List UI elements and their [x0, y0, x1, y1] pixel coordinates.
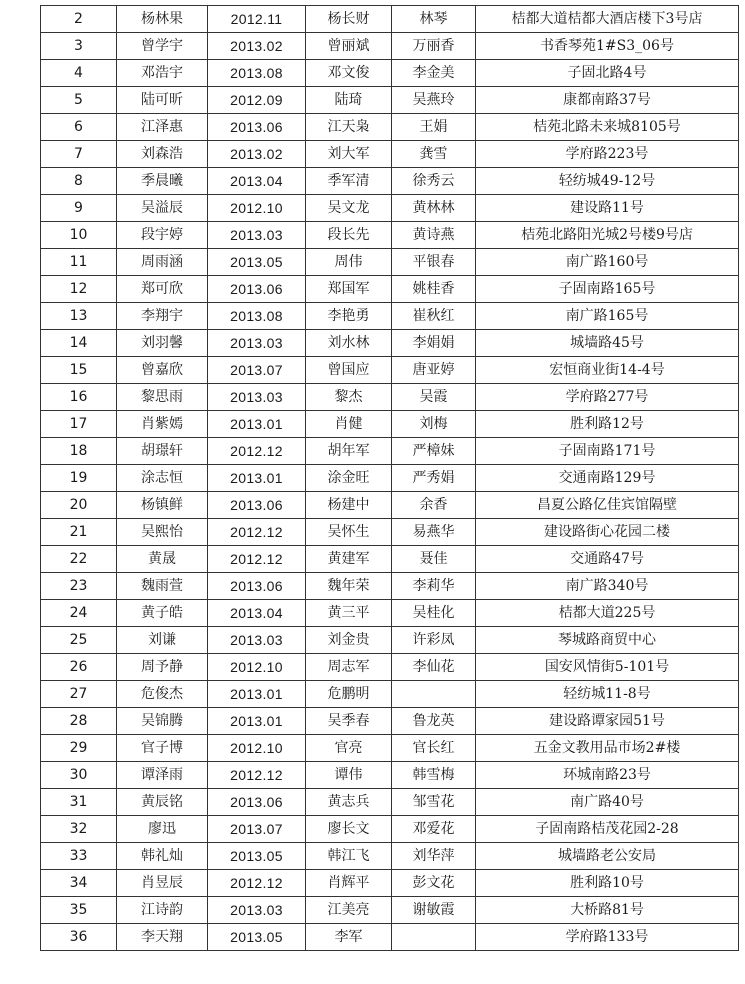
- home-address: 昌夏公路亿佳宾馆隔壁: [476, 492, 739, 519]
- mother-name: 官长红: [392, 735, 476, 762]
- row-number: 24: [41, 600, 117, 627]
- birth-date: 2012.11: [208, 6, 306, 33]
- father-name: 江天枭: [306, 114, 392, 141]
- roster-body: [41, 6, 739, 951]
- row-number: 36: [41, 924, 117, 951]
- table-row: [41, 222, 739, 249]
- mother-name: 聂佳: [392, 546, 476, 573]
- birth-date: 2013.05: [208, 249, 306, 276]
- mother-name: 平银春: [392, 249, 476, 276]
- student-name: 胡璟轩: [117, 438, 208, 465]
- mother-name: 李莉华: [392, 573, 476, 600]
- father-name: 曾丽斌: [306, 33, 392, 60]
- student-name: 郑可欣: [117, 276, 208, 303]
- row-number: 32: [41, 816, 117, 843]
- row-number: 18: [41, 438, 117, 465]
- row-number: 6: [41, 114, 117, 141]
- mother-name: 严秀娟: [392, 465, 476, 492]
- home-address: 建设路街心花园二楼: [476, 519, 739, 546]
- father-name: 吴怀生: [306, 519, 392, 546]
- home-address: 建设路谭家园51号: [476, 708, 739, 735]
- mother-name: 万丽香: [392, 33, 476, 60]
- row-number: 4: [41, 60, 117, 87]
- birth-date: 2012.10: [208, 735, 306, 762]
- student-name: 吴溢辰: [117, 195, 208, 222]
- father-name: 黄志兵: [306, 789, 392, 816]
- mother-name: 王娟: [392, 114, 476, 141]
- mother-name: 李娟娟: [392, 330, 476, 357]
- father-name: 官亮: [306, 735, 392, 762]
- mother-name: 鲁龙英: [392, 708, 476, 735]
- student-name: 曾学宇: [117, 33, 208, 60]
- table-row: [41, 411, 739, 438]
- row-number: 2: [41, 6, 117, 33]
- home-address: 书香琴苑1#S3_06号: [476, 33, 739, 60]
- home-address: 南广路165号: [476, 303, 739, 330]
- home-address: 学府路223号: [476, 141, 739, 168]
- birth-date: 2012.10: [208, 195, 306, 222]
- home-address: 国安风情街5-101号: [476, 654, 739, 681]
- birth-date: 2013.02: [208, 33, 306, 60]
- student-name: 杨林果: [117, 6, 208, 33]
- table-row: [41, 681, 739, 708]
- table-row: [41, 87, 739, 114]
- father-name: 胡年军: [306, 438, 392, 465]
- table-row: [41, 60, 739, 87]
- birth-date: 2013.01: [208, 465, 306, 492]
- father-name: 李艳勇: [306, 303, 392, 330]
- table-row: [41, 195, 739, 222]
- birth-date: 2013.03: [208, 330, 306, 357]
- row-number: 34: [41, 870, 117, 897]
- father-name: 吴季春: [306, 708, 392, 735]
- home-address: 子固南路桔茂花园2-28: [476, 816, 739, 843]
- student-name: 肖紫嫣: [117, 411, 208, 438]
- row-number: 21: [41, 519, 117, 546]
- mother-name: [392, 924, 476, 951]
- birth-date: 2012.12: [208, 546, 306, 573]
- row-number: 11: [41, 249, 117, 276]
- father-name: 周伟: [306, 249, 392, 276]
- table-row: [41, 789, 739, 816]
- row-number: 22: [41, 546, 117, 573]
- row-number: 8: [41, 168, 117, 195]
- student-name: 黄晟: [117, 546, 208, 573]
- mother-name: 吴霞: [392, 384, 476, 411]
- roster-sheet: [40, 5, 738, 951]
- student-name: 季晨曦: [117, 168, 208, 195]
- row-number: 9: [41, 195, 117, 222]
- student-name: 李天翔: [117, 924, 208, 951]
- row-number: 26: [41, 654, 117, 681]
- mother-name: 徐秀云: [392, 168, 476, 195]
- birth-date: 2012.12: [208, 438, 306, 465]
- table-row: [41, 249, 739, 276]
- table-row: [41, 870, 739, 897]
- student-name: 肖昱辰: [117, 870, 208, 897]
- father-name: 江美亮: [306, 897, 392, 924]
- father-name: 肖健: [306, 411, 392, 438]
- student-name: 曾嘉欣: [117, 357, 208, 384]
- mother-name: 吴桂化: [392, 600, 476, 627]
- mother-name: 黄诗燕: [392, 222, 476, 249]
- home-address: 子固北路4号: [476, 60, 739, 87]
- student-name: 危俊杰: [117, 681, 208, 708]
- birth-date: 2013.04: [208, 168, 306, 195]
- birth-date: 2013.01: [208, 681, 306, 708]
- father-name: 邓文俊: [306, 60, 392, 87]
- table-row: [41, 573, 739, 600]
- student-name: 周予静: [117, 654, 208, 681]
- home-address: 学府路133号: [476, 924, 739, 951]
- row-number: 15: [41, 357, 117, 384]
- student-name: 李翔宇: [117, 303, 208, 330]
- student-name: 江诗韵: [117, 897, 208, 924]
- row-number: 10: [41, 222, 117, 249]
- row-number: 16: [41, 384, 117, 411]
- home-address: 康都南路37号: [476, 87, 739, 114]
- home-address: 环城南路23号: [476, 762, 739, 789]
- home-address: 子固南路165号: [476, 276, 739, 303]
- row-number: 25: [41, 627, 117, 654]
- birth-date: 2013.08: [208, 60, 306, 87]
- row-number: 13: [41, 303, 117, 330]
- father-name: 黎杰: [306, 384, 392, 411]
- student-name: 涂志恒: [117, 465, 208, 492]
- father-name: 谭伟: [306, 762, 392, 789]
- home-address: 宏恒商业街14-4号: [476, 357, 739, 384]
- father-name: 黄三平: [306, 600, 392, 627]
- birth-date: 2013.06: [208, 789, 306, 816]
- birth-date: 2013.05: [208, 924, 306, 951]
- row-number: 3: [41, 33, 117, 60]
- student-name: 吴锦腾: [117, 708, 208, 735]
- table-row: [41, 114, 739, 141]
- student-name: 黄辰铭: [117, 789, 208, 816]
- home-address: 桔苑北路阳光城2号楼9号店: [476, 222, 739, 249]
- birth-date: 2012.12: [208, 870, 306, 897]
- home-address: 交通南路129号: [476, 465, 739, 492]
- table-row: [41, 33, 739, 60]
- father-name: 刘金贵: [306, 627, 392, 654]
- birth-date: 2012.12: [208, 519, 306, 546]
- mother-name: 余香: [392, 492, 476, 519]
- birth-date: 2013.06: [208, 573, 306, 600]
- father-name: 陆琦: [306, 87, 392, 114]
- student-name: 廖迅: [117, 816, 208, 843]
- mother-name: 龚雪: [392, 141, 476, 168]
- table-row: [41, 708, 739, 735]
- row-number: 33: [41, 843, 117, 870]
- mother-name: 林琴: [392, 6, 476, 33]
- table-row: [41, 654, 739, 681]
- row-number: 5: [41, 87, 117, 114]
- birth-date: 2013.03: [208, 897, 306, 924]
- birth-date: 2013.03: [208, 384, 306, 411]
- home-address: 学府路277号: [476, 384, 739, 411]
- father-name: 廖长文: [306, 816, 392, 843]
- student-name: 江泽惠: [117, 114, 208, 141]
- mother-name: 邹雪花: [392, 789, 476, 816]
- home-address: 交通路47号: [476, 546, 739, 573]
- row-number: 7: [41, 141, 117, 168]
- table-row: [41, 276, 739, 303]
- table-row: [41, 600, 739, 627]
- mother-name: 刘华萍: [392, 843, 476, 870]
- row-number: 19: [41, 465, 117, 492]
- birth-date: 2013.03: [208, 627, 306, 654]
- table-row: [41, 546, 739, 573]
- father-name: 李军: [306, 924, 392, 951]
- table-row: [41, 465, 739, 492]
- table-row: [41, 843, 739, 870]
- row-number: 31: [41, 789, 117, 816]
- birth-date: 2012.12: [208, 762, 306, 789]
- mother-name: 李金美: [392, 60, 476, 87]
- home-address: 轻纺城11-8号: [476, 681, 739, 708]
- table-row: [41, 6, 739, 33]
- home-address: 桔都大道桔都大酒店楼下3号店: [476, 6, 739, 33]
- birth-date: 2013.07: [208, 357, 306, 384]
- father-name: 危鹏明: [306, 681, 392, 708]
- father-name: 黄建军: [306, 546, 392, 573]
- table-row: [41, 816, 739, 843]
- student-name: 刘森浩: [117, 141, 208, 168]
- home-address: 大桥路81号: [476, 897, 739, 924]
- birth-date: 2013.06: [208, 492, 306, 519]
- birth-date: 2013.07: [208, 816, 306, 843]
- row-number: 14: [41, 330, 117, 357]
- student-name: 邓浩宇: [117, 60, 208, 87]
- student-name: 周雨涵: [117, 249, 208, 276]
- mother-name: 李仙花: [392, 654, 476, 681]
- birth-date: 2013.06: [208, 114, 306, 141]
- father-name: 曾国应: [306, 357, 392, 384]
- birth-date: 2013.06: [208, 276, 306, 303]
- table-row: [41, 330, 739, 357]
- student-name: 黎思雨: [117, 384, 208, 411]
- table-row: [41, 627, 739, 654]
- birth-date: 2012.09: [208, 87, 306, 114]
- father-name: 魏年荣: [306, 573, 392, 600]
- father-name: 杨长财: [306, 6, 392, 33]
- father-name: 周志军: [306, 654, 392, 681]
- table-row: [41, 303, 739, 330]
- home-address: 胜利路10号: [476, 870, 739, 897]
- father-name: 肖辉平: [306, 870, 392, 897]
- mother-name: [392, 681, 476, 708]
- home-address: 五金文教用品市场2#楼: [476, 735, 739, 762]
- student-name: 刘羽馨: [117, 330, 208, 357]
- father-name: 郑国军: [306, 276, 392, 303]
- home-address: 南广路340号: [476, 573, 739, 600]
- table-row: [41, 438, 739, 465]
- mother-name: 黄林林: [392, 195, 476, 222]
- father-name: 刘大军: [306, 141, 392, 168]
- table-row: [41, 168, 739, 195]
- mother-name: 严樟妹: [392, 438, 476, 465]
- mother-name: 刘梅: [392, 411, 476, 438]
- father-name: 涂金旺: [306, 465, 392, 492]
- table-row: [41, 519, 739, 546]
- row-number: 23: [41, 573, 117, 600]
- table-row: [41, 897, 739, 924]
- mother-name: 谢敏霞: [392, 897, 476, 924]
- birth-date: 2012.10: [208, 654, 306, 681]
- birth-date: 2013.04: [208, 600, 306, 627]
- student-name: 刘谦: [117, 627, 208, 654]
- student-name: 吴熙怡: [117, 519, 208, 546]
- row-number: 29: [41, 735, 117, 762]
- mother-name: 崔秋红: [392, 303, 476, 330]
- row-number: 17: [41, 411, 117, 438]
- student-roster-table: [40, 5, 739, 951]
- table-row: [41, 762, 739, 789]
- home-address: 胜利路12号: [476, 411, 739, 438]
- birth-date: 2013.01: [208, 411, 306, 438]
- mother-name: 姚桂香: [392, 276, 476, 303]
- father-name: 刘水林: [306, 330, 392, 357]
- row-number: 28: [41, 708, 117, 735]
- mother-name: 唐亚婷: [392, 357, 476, 384]
- father-name: 韩江飞: [306, 843, 392, 870]
- mother-name: 邓爱花: [392, 816, 476, 843]
- student-name: 官子博: [117, 735, 208, 762]
- home-address: 城墙路老公安局: [476, 843, 739, 870]
- table-row: [41, 384, 739, 411]
- student-name: 陆可昕: [117, 87, 208, 114]
- row-number: 12: [41, 276, 117, 303]
- mother-name: 彭文花: [392, 870, 476, 897]
- home-address: 琴城路商贸中心: [476, 627, 739, 654]
- home-address: 城墙路45号: [476, 330, 739, 357]
- table-row: [41, 141, 739, 168]
- row-number: 20: [41, 492, 117, 519]
- father-name: 季军清: [306, 168, 392, 195]
- row-number: 27: [41, 681, 117, 708]
- table-row: [41, 735, 739, 762]
- student-name: 段宇婷: [117, 222, 208, 249]
- row-number: 30: [41, 762, 117, 789]
- table-row: [41, 924, 739, 951]
- mother-name: 许彩凤: [392, 627, 476, 654]
- father-name: 杨建中: [306, 492, 392, 519]
- home-address: 桔都大道225号: [476, 600, 739, 627]
- birth-date: 2013.02: [208, 141, 306, 168]
- mother-name: 易燕华: [392, 519, 476, 546]
- home-address: 桔苑北路未来城8105号: [476, 114, 739, 141]
- student-name: 黄子皓: [117, 600, 208, 627]
- table-row: [41, 357, 739, 384]
- table-row: [41, 492, 739, 519]
- birth-date: 2013.08: [208, 303, 306, 330]
- home-address: 建设路11号: [476, 195, 739, 222]
- father-name: 段长先: [306, 222, 392, 249]
- birth-date: 2013.05: [208, 843, 306, 870]
- home-address: 南广路40号: [476, 789, 739, 816]
- home-address: 南广路160号: [476, 249, 739, 276]
- student-name: 谭泽雨: [117, 762, 208, 789]
- mother-name: 吴燕玲: [392, 87, 476, 114]
- home-address: 子固南路171号: [476, 438, 739, 465]
- student-name: 韩礼灿: [117, 843, 208, 870]
- student-name: 魏雨萱: [117, 573, 208, 600]
- student-name: 杨镇鲜: [117, 492, 208, 519]
- row-number: 35: [41, 897, 117, 924]
- father-name: 吴文龙: [306, 195, 392, 222]
- home-address: 轻纺城49-12号: [476, 168, 739, 195]
- birth-date: 2013.03: [208, 222, 306, 249]
- birth-date: 2013.01: [208, 708, 306, 735]
- mother-name: 韩雪梅: [392, 762, 476, 789]
